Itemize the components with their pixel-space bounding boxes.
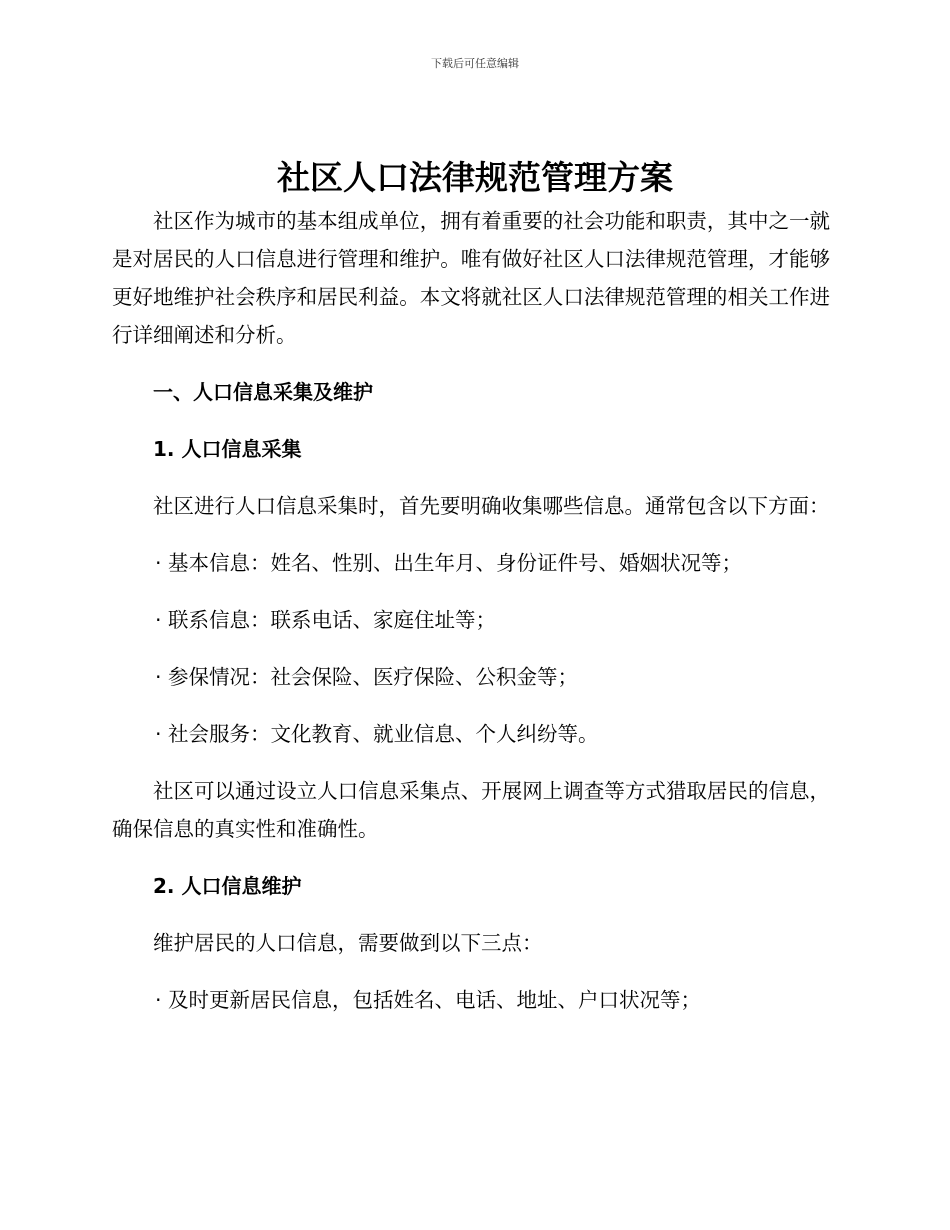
list-item: · 社会服务：文化教育、就业信息、个人纠纷等。 <box>155 722 599 746</box>
list-item: · 基本信息：姓名、性别、出生年月、身份证件号、婚姻状况等； <box>155 551 743 575</box>
list-item: · 联系信息：联系电话、家庭住址等； <box>155 608 497 632</box>
document-body <box>112 202 830 1038</box>
section-heading: 一、人口信息采集及维护 <box>153 380 373 404</box>
paragraph: 社区可以通过设立人口信息采集点、开展网上调查等方式猎取居民的信息，确保信息的真实性和准确性。 <box>112 779 830 841</box>
header-note: 下载后可任意编辑 <box>431 57 519 70</box>
intro-paragraph: 社区作为城市的基本组成单位，拥有着重要的社会功能和职责，其中之一就是对居民的人口信息进行管理和维护。唯有做好社区人口法律规范管理，才能够更好地维护社会秩序和居民利益。本文将就社区人口法律规范管理的相关工作进行详细阐述和分析。 <box>112 209 830 347</box>
subsection-heading: 2. 人口信息维护 <box>153 874 302 898</box>
paragraph: 社区进行人口信息采集时，首先要明确收集哪些信息。通常包含以下方面： <box>153 494 830 518</box>
document-title: 社区人口法律规范管理方案 <box>277 158 673 197</box>
subsection-heading: 1. 人口信息采集 <box>153 437 302 461</box>
paragraph: 维护居民的人口信息，需要做到以下三点： <box>153 931 543 955</box>
list-item: · 参保情况：社会保险、医疗保险、公积金等； <box>155 665 579 689</box>
list-item: · 及时更新居民信息，包括姓名、电话、地址、户口状况等； <box>155 988 702 1012</box>
